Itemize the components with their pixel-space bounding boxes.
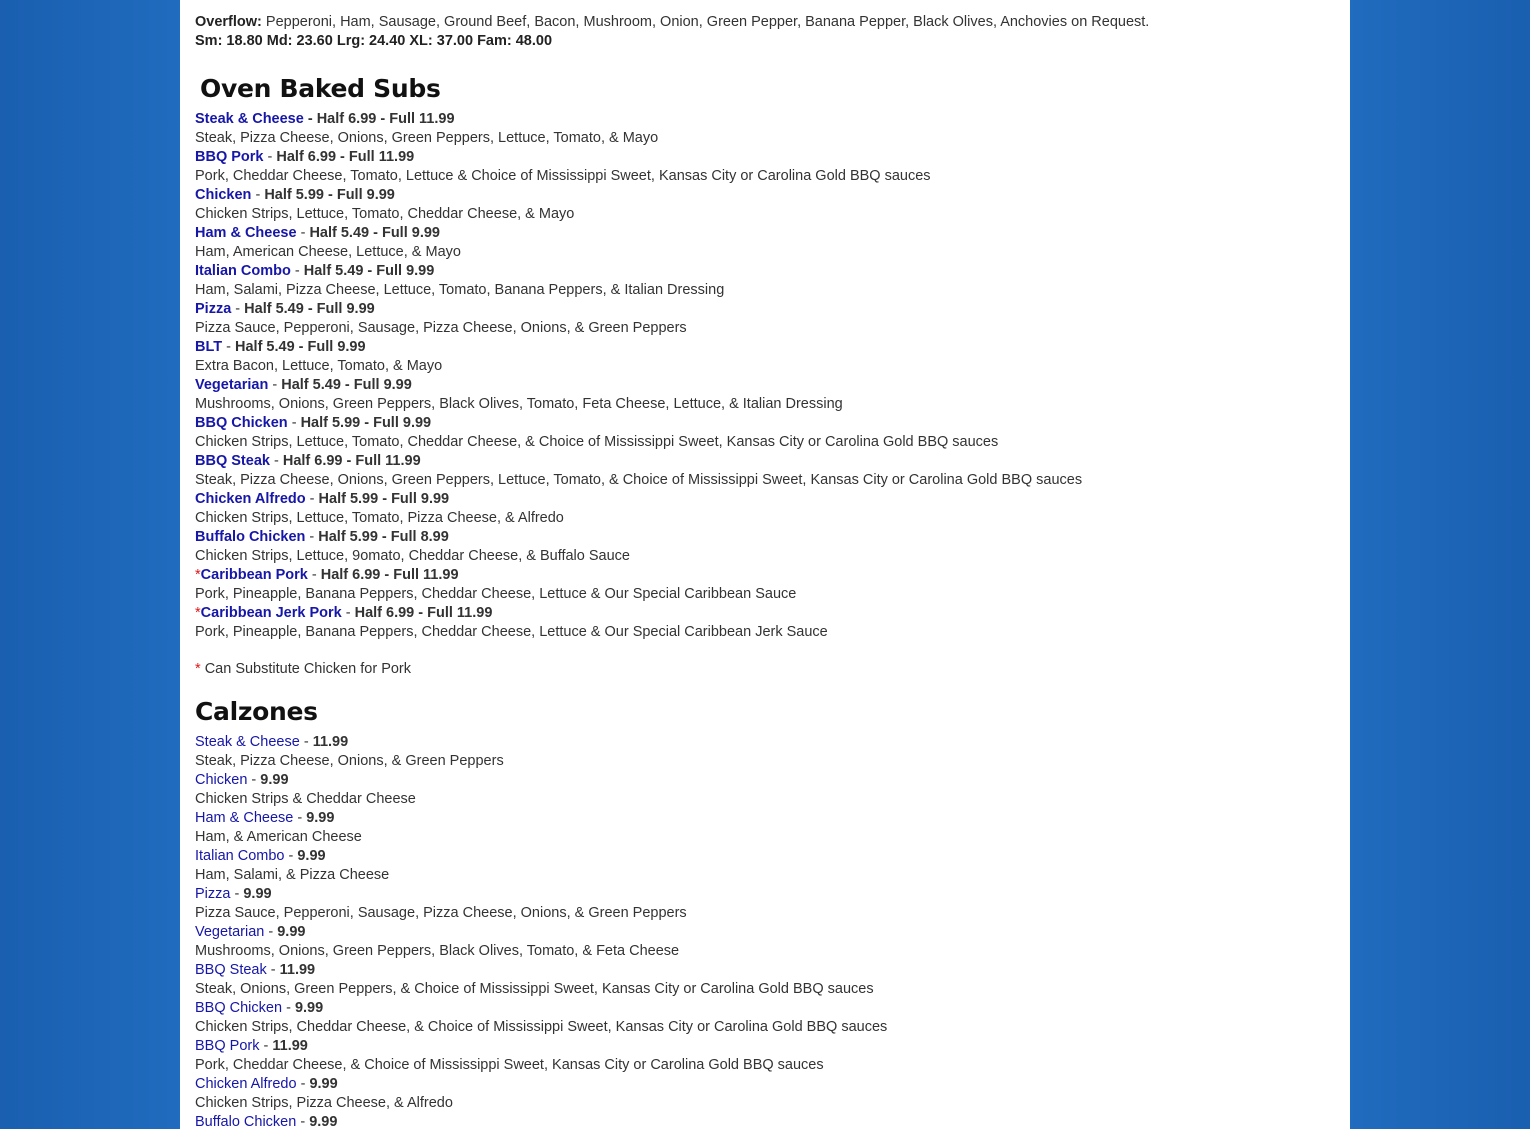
calzone-description: Steak, Onions, Green Peppers, & Choice of Mississippi Sweet, Kansas City or Carolina Gold BBQ sauces <box>195 981 874 997</box>
sub-item <box>195 490 1335 509</box>
calzone-separator: - <box>247 772 261 788</box>
calzones-list <box>195 733 1335 1129</box>
sub-description: Pizza Sauce, Pepperoni, Sausage, Pizza Cheese, Onions, & Green Peppers <box>195 320 687 336</box>
sub-item <box>195 224 1335 243</box>
sub-separator: - <box>231 301 245 317</box>
sub-price: Half 5.49 - Full 9.99 <box>281 377 412 393</box>
sub-description: Extra Bacon, Lettuce, Tomato, & Mayo <box>195 358 443 374</box>
calzones-heading: Calzones <box>195 697 318 726</box>
calzone-item <box>195 1113 1335 1129</box>
sub-item <box>195 186 1335 205</box>
calzone-name-link[interactable]: Buffalo Chicken <box>195 1114 297 1129</box>
sub-separator: - <box>287 415 301 431</box>
sub-star: * <box>195 605 201 621</box>
sub-description: Chicken Strips, Lettuce, Tomato, Cheddar Cheese, & Choice of Mississippi Sweet, Kansas City or Carolina Gold BBQ sauces <box>195 434 999 450</box>
sub-separator: - <box>305 529 319 545</box>
sub-item <box>195 376 1335 395</box>
sub-price: Half 6.99 - Full 11.99 <box>282 453 421 469</box>
calzone-separator: - <box>230 886 244 902</box>
calzone-description: Steak, Pizza Cheese, Onions, & Green Peppers <box>195 753 504 769</box>
sub-description: Pork, Pineapple, Banana Peppers, Cheddar Cheese, Lettuce & Our Special Caribbean Sauce <box>195 586 797 602</box>
calzone-price: 11.99 <box>279 962 316 978</box>
sub-name-link[interactable]: Steak & Cheese <box>195 111 304 127</box>
sub-description: Pork, Pineapple, Banana Peppers, Cheddar Cheese, Lettuce & Our Special Caribbean Jerk Sauce <box>195 624 828 640</box>
sub-item <box>195 604 1335 623</box>
sub-item <box>195 262 1335 281</box>
calzone-price: 9.99 <box>294 1000 324 1016</box>
sub-name-link[interactable]: Pizza <box>195 301 232 317</box>
sub-price: Half 5.99 - Full 9.99 <box>264 187 395 203</box>
sub-description: Ham, American Cheese, Lettuce, & Mayo <box>195 244 461 260</box>
sub-price: Half 5.49 - Full 9.99 <box>235 339 366 355</box>
sub-price: Half 6.99 - Full 11.99 <box>354 605 493 621</box>
calzone-name-link[interactable]: Steak & Cheese <box>195 734 300 750</box>
calzone-price: 9.99 <box>243 886 272 902</box>
calzone-price: 11.99 <box>312 734 349 750</box>
overflow-sizes: Sm: 18.80 Md: 23.60 Lrg: 24.40 XL: 37.00 Fam: 48.00 <box>195 33 553 49</box>
calzone-separator: - <box>293 810 307 826</box>
calzone-description: Chicken Strips, Cheddar Cheese, & Choice of Mississippi Sweet, Kansas City or Carolina Gold BBQ sauces <box>195 1019 888 1035</box>
calzone-name-link[interactable]: Ham & Cheese <box>195 810 294 826</box>
sub-price: Half 6.99 - Full 11.99 <box>320 567 459 583</box>
sub-price: Half 6.99 - Full 11.99 <box>276 149 415 165</box>
sub-description: Ham, Salami, Pizza Cheese, Lettuce, Tomato, Banana Peppers, & Italian Dressing <box>195 282 725 298</box>
sub-item <box>195 414 1335 433</box>
calzone-separator: - <box>264 924 278 940</box>
sub-separator: - <box>307 567 321 583</box>
sub-item <box>195 566 1335 585</box>
menu-content <box>195 13 1335 1129</box>
sub-separator: - <box>305 491 319 507</box>
calzone-item <box>195 847 1335 866</box>
calzone-price: 11.99 <box>272 1038 308 1054</box>
sub-item <box>195 110 1335 129</box>
subs-note <box>195 660 1335 679</box>
sub-price: Half 5.99 - Full 9.99 <box>300 415 432 431</box>
sub-name-link[interactable]: Chicken <box>195 187 252 203</box>
sub-price: - Half 6.99 - Full 11.99 <box>307 111 455 127</box>
calzone-name-link[interactable]: Pizza <box>195 886 231 902</box>
sub-description: Steak, Pizza Cheese, Onions, Green Peppers, Lettuce, Tomato, & Mayo <box>195 130 659 146</box>
sub-name-link[interactable]: Vegetarian <box>195 377 269 393</box>
calzone-separator: - <box>284 848 298 864</box>
sub-star: * <box>195 567 201 583</box>
calzone-description: Ham, & American Cheese <box>195 829 362 845</box>
calzone-separator: - <box>296 1114 310 1129</box>
sub-price: Half 5.49 - Full 9.99 <box>244 301 375 317</box>
spacer <box>195 642 1335 660</box>
calzone-item <box>195 809 1335 828</box>
sub-separator: - <box>296 225 310 241</box>
sub-item <box>195 338 1335 357</box>
calzone-name-link[interactable]: Vegetarian <box>195 924 265 940</box>
calzone-price: 9.99 <box>306 810 335 826</box>
calzone-description: Chicken Strips & Cheddar Cheese <box>195 791 416 807</box>
calzone-item <box>195 923 1335 942</box>
calzone-price: 9.99 <box>277 924 306 940</box>
note-text: Can Substitute Chicken for Pork <box>204 661 412 677</box>
calzone-name-link[interactable]: Italian Combo <box>195 848 285 864</box>
subs-heading: Oven Baked Subs <box>200 74 441 103</box>
calzone-name-link[interactable]: Chicken <box>195 772 248 788</box>
sub-name-link[interactable]: Caribbean Pork <box>200 567 308 583</box>
sub-name-link[interactable]: Chicken Alfredo <box>195 491 306 507</box>
overflow-text: Pepperoni, Ham, Sausage, Ground Beef, Bacon, Mushroom, Onion, Green Pepper, Banana Pepper, Black Olives, Anchovies on Request. <box>265 14 1150 30</box>
calzone-price: 9.99 <box>309 1114 338 1129</box>
calzone-separator: - <box>282 1000 295 1016</box>
calzone-item <box>195 961 1335 980</box>
sub-name-link[interactable]: BLT <box>195 339 223 355</box>
sub-separator: - <box>341 605 355 621</box>
overflow-label: Overflow: <box>195 14 262 30</box>
sub-price: Half 5.99 - Full 9.99 <box>318 491 450 507</box>
calzone-description: Mushrooms, Onions, Green Peppers, Black Olives, Tomato, & Feta Cheese <box>195 943 680 959</box>
sub-name-link[interactable]: Italian Combo <box>195 263 291 279</box>
calzone-description: Chicken Strips, Pizza Cheese, & Alfredo <box>195 1095 453 1111</box>
sub-description: Chicken Strips, Lettuce, Tomato, Cheddar Cheese, & Mayo <box>195 206 575 222</box>
calzone-item <box>195 999 1335 1018</box>
calzone-description: Pork, Cheddar Cheese, & Choice of Mississippi Sweet, Kansas City or Carolina Gold BBQ sauces <box>195 1057 824 1073</box>
sub-description: Chicken Strips, Lettuce, Tomato, Pizza Cheese, & Alfredo <box>195 510 564 526</box>
sub-separator: - <box>269 453 283 469</box>
calzone-item <box>195 771 1335 790</box>
sub-description: Chicken Strips, Lettuce, 9omato, Cheddar Cheese, & Buffalo Sauce <box>195 548 630 564</box>
calzone-name-link[interactable]: BBQ Steak <box>195 962 267 978</box>
calzone-separator: - <box>299 734 313 750</box>
calzone-name-link[interactable]: BBQ Chicken <box>195 1000 283 1016</box>
sub-separator: - <box>268 377 282 393</box>
overflow-line <box>195 13 1335 32</box>
calzone-separator: - <box>259 1038 273 1054</box>
calzone-item <box>195 1075 1335 1094</box>
sub-price: Half 5.49 - Full 9.99 <box>303 263 435 279</box>
sub-price: Half 5.49 - Full 9.99 <box>309 225 440 241</box>
menu-panel <box>180 0 1350 1129</box>
calzone-item <box>195 733 1335 752</box>
calzone-separator: - <box>266 962 280 978</box>
subs-list <box>195 110 1335 642</box>
sub-price: Half 5.99 - Full 8.99 <box>318 529 449 545</box>
sub-name-link[interactable]: BBQ Pork <box>195 149 264 165</box>
sub-name-link[interactable]: Caribbean Jerk Pork <box>200 605 342 621</box>
calzone-name-link[interactable]: BBQ Pork <box>195 1038 260 1054</box>
sub-item <box>195 148 1335 167</box>
sub-name-link[interactable]: Ham & Cheese <box>195 225 297 241</box>
calzone-separator: - <box>296 1076 310 1092</box>
calzone-price: 9.99 <box>260 772 289 788</box>
calzone-item <box>195 885 1335 904</box>
calzone-price: 9.99 <box>309 1076 338 1092</box>
sub-name-link[interactable]: Buffalo Chicken <box>195 529 306 545</box>
sub-item <box>195 528 1335 547</box>
sub-separator: - <box>222 339 236 355</box>
calzone-description: Ham, Salami, & Pizza Cheese <box>195 867 390 883</box>
sub-description: Pork, Cheddar Cheese, Tomato, Lettuce & Choice of Mississippi Sweet, Kansas City or Carolina Gold BBQ sauces <box>195 168 931 184</box>
note-star: * <box>195 661 201 677</box>
calzone-name-link[interactable]: Chicken Alfredo <box>195 1076 297 1092</box>
calzone-item <box>195 1037 1335 1056</box>
sub-separator: - <box>290 263 304 279</box>
sub-item <box>195 300 1335 319</box>
sub-name-link[interactable]: BBQ Chicken <box>195 415 288 431</box>
sub-separator: - <box>251 187 265 203</box>
sub-name-link[interactable]: BBQ Steak <box>195 453 270 469</box>
sub-description: Steak, Pizza Cheese, Onions, Green Peppers, Lettuce, Tomato, & Choice of Mississippi Sweet, Kansas City or Carolina Gold BBQ sauces <box>195 472 1083 488</box>
sub-item <box>195 452 1335 471</box>
calzone-description: Pizza Sauce, Pepperoni, Sausage, Pizza Cheese, Onions, & Green Peppers <box>195 905 687 921</box>
sub-separator: - <box>263 149 277 165</box>
calzone-price: 9.99 <box>297 848 326 864</box>
sub-description: Mushrooms, Onions, Green Peppers, Black Olives, Tomato, Feta Cheese, Lettuce, & Italian Dressing <box>195 396 843 412</box>
